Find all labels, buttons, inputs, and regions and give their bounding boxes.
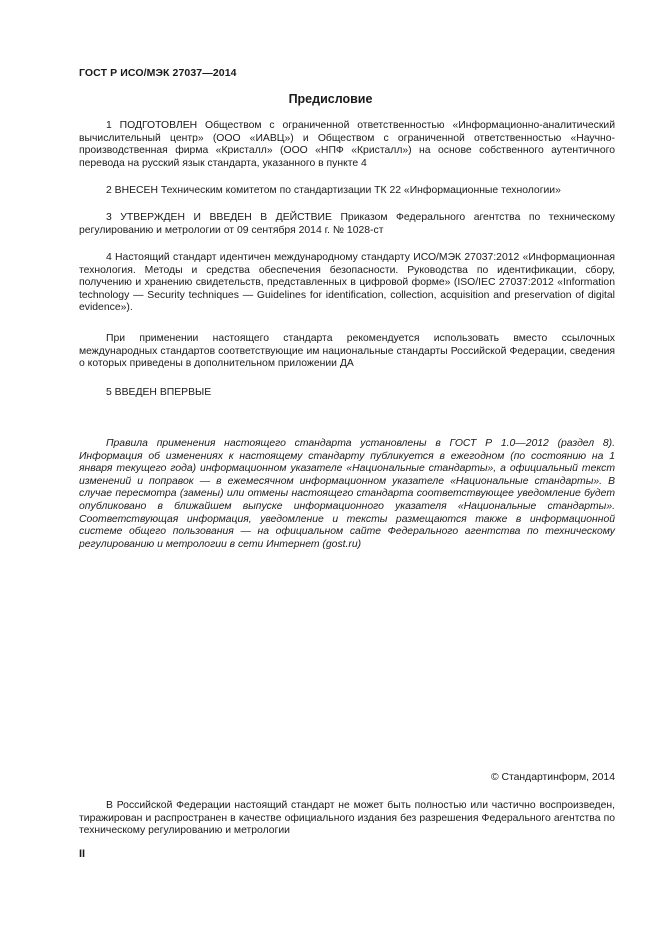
paragraph-first-introduced: 5 ВВЕДЕН ВПЕРВЫЕ xyxy=(106,387,212,398)
rights-paragraph: В Российской Федерации настоящий стандарт не может быть полностью или частично воспроизведен, тиражирован и распространен в качестве официального издания без разрешения Федерального агентства по техническому регулированию и метрологии xyxy=(79,800,615,837)
paragraph-approved: 3 УТВЕРЖДЕН И ВВЕДЕН В ДЕЙСТВИЕ Приказом Федерального агентства по техническому регулированию и метрологии от 09 сентября 2014 г. № 1028-ст xyxy=(79,212,615,236)
document-header: ГОСТ Р ИСО/МЭК 27037—2014 xyxy=(79,67,237,79)
copyright-line: © Стандартинформ, 2014 xyxy=(490,772,615,783)
paragraph-introduced: 2 ВНЕСЕН Техническим комитетом по стандартизации ТК 22 «Информационные технологии» xyxy=(106,185,561,196)
paragraph-application: При применении настоящего стандарта рекомендуется использовать вместо ссылочных международных стандартов соответствующие им национальные стандарты Российской Федерации, сведения о которых приведены в дополнительном приложении ДА xyxy=(79,333,615,370)
notice-paragraph: Правила применения настоящего стандарта установлены в ГОСТ Р 1.0—2012 (раздел 8). Информация об изменениях к настоящему стандарту публикуется в ежегодном (по состоянию на 1 января текущего года) информационном указателе «Национальные стандарты», а официальный текст изменений и поправок — в ежемесячном информационном указателе «Национальные стандарты». В случае пересмотра (замены) или отмены настоящего стандарта соответствующее уведомление будет опубликовано в ближайшем выпуске информационного указателя «Национальные стандарты». Соответствующая информация, уведомление и тексты размещаются также в информационной системе общего пользования — на официальном сайте Федерального агентства по техническому регулированию и метрологии в сети Интернет (gost.ru) xyxy=(79,438,615,550)
paragraph-prepared: 1 ПОДГОТОВЛЕН Обществом с ограниченной ответственностью «Информационно-аналитический вычислительный центр» (ООО «ИАВЦ») и Обществом с ограниченной ответственностью «Научно-производственная фирма «Кристалл» (ООО «НПФ «Кристалл») на основе собственного аутентичного перевода на русский язык стандарта, указанного в пункте 4 xyxy=(79,120,615,169)
page-number: II xyxy=(79,848,86,860)
page-title: Предисловие xyxy=(288,92,373,106)
paragraph-identical: 4 Настоящий стандарт идентичен международному стандарту ИСО/МЭК 27037:2012 «Информационная технология. Методы и средства обеспечения безопасности. Руководства по идентификации, сбору, получению и хранению свидетельств, представленных в цифровой форме» (ISO/IEC 27037:2012 «Information technology — Security techniques — Guidelines for identification, collection, acquisition and preservation of digital evidence»). xyxy=(79,252,615,314)
